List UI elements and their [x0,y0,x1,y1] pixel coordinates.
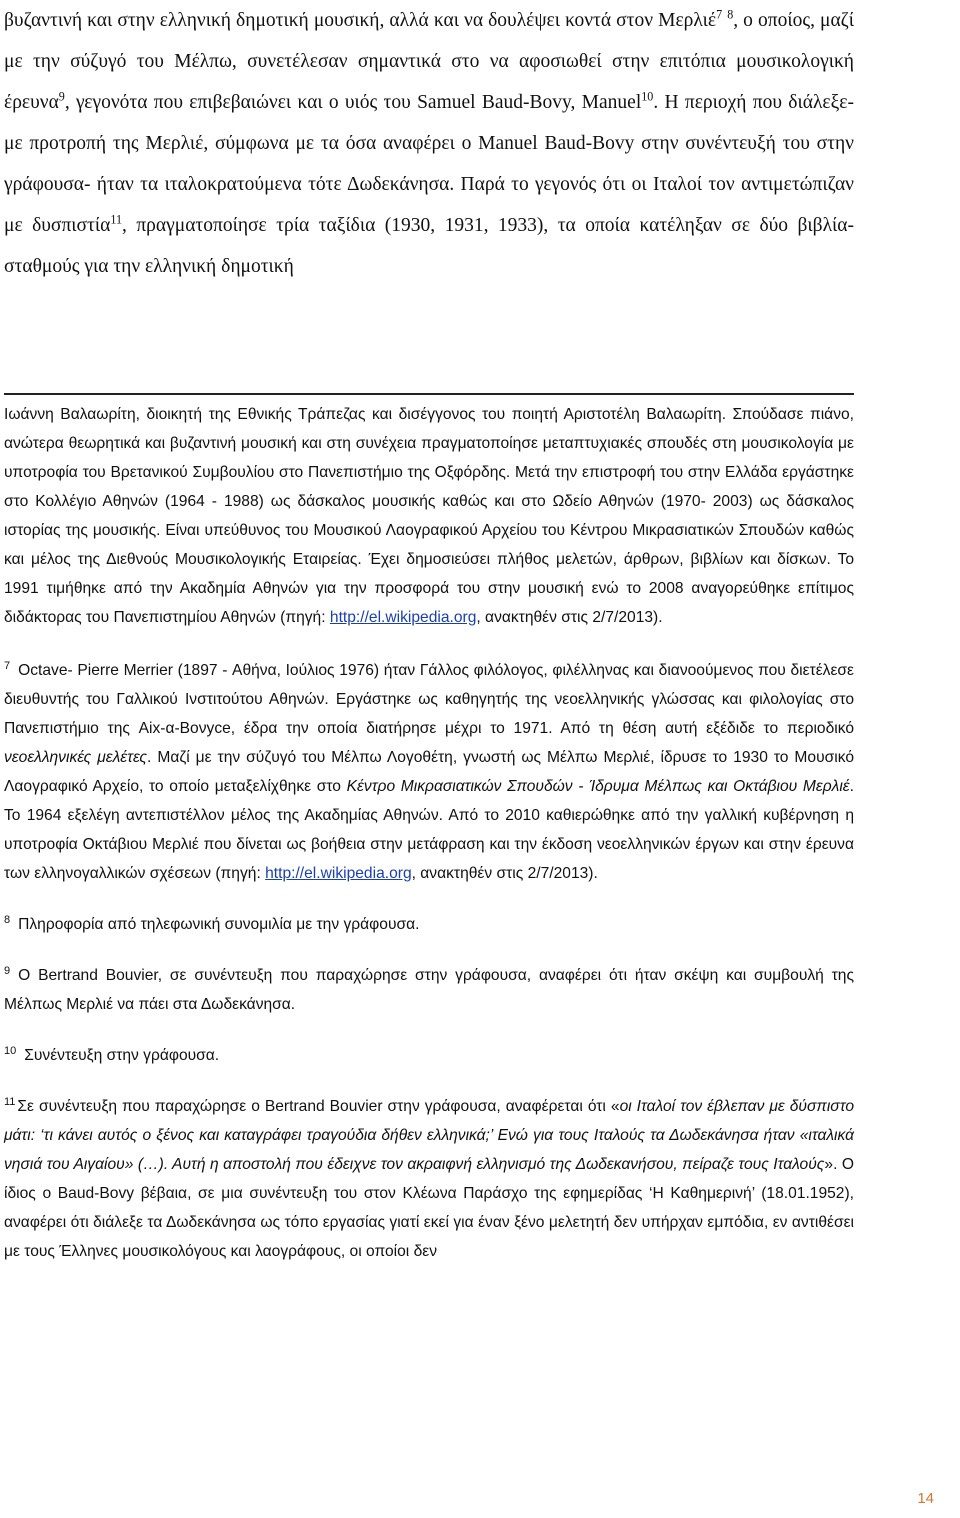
footnote-11 [4,1092,854,1266]
quoted-interview: οι Ιταλοί τον έβλεπαν με δύσπιστο μάτι: ‘τι κάνει αυτός ο ξένος και καταγράφει τραγούδια δήθεν ελληνικά;’ Ενώ για τους Ιταλούς τα Δωδεκάνησα ήταν «ιταλικά νησιά του Αιγαίου» (…). Αυτή η αποστολή που έδειχνε τον ακραιφνή ελληνισμό της Δωδεκανήσου, πείραζε τους Ιταλούς [4,1098,854,1173]
footnote-ref-10[interactable]: 10 [641,89,654,104]
wikipedia-link[interactable]: http://el.wikipedia.org [329,609,477,626]
body-text-run: , ο οποίος, μαζί με την σύζυγό του Μέλπω, συνετέλεσαν σημαντικά στο να αφοσιωθεί στην επιτόπια μουσικολογική έρευνα [4,10,855,113]
footnote-9 [4,961,854,1019]
body-paragraph [4,0,854,287]
footnote-ref-8[interactable]: 8 [727,7,734,22]
page-number: 14 [917,1490,934,1507]
journal-title: νεοελληνικές μελέτες [4,749,148,766]
footnote-8 [4,910,854,939]
footnote-ref-7[interactable]: 7 [716,7,723,22]
footnote-number: 7 [4,659,11,672]
footnote-6-continued [4,400,854,632]
footnote-separator [4,393,854,395]
footnote-number: 9 [4,964,11,977]
wikipedia-link[interactable]: http://el.wikipedia.org [265,865,412,882]
footnote-text: Σε συνέντευξη που παραχώρησε ο Bertrand Bouvier στην γράφουσα, αναφέρεται ότι « [17,1098,620,1115]
footnote-text: Ο Bertrand Bouvier, σε συνέντευξη που παραχώρησε στην γράφουσα, αναφέρει ότι ήταν σκέψη και συμβουλή της Μέλπως Μερλιέ να πάει στα Δωδεκάνησα. [4,967,854,1013]
footnote-number: 8 [4,913,11,926]
footnotes [4,400,854,1288]
body-text-run: . Η περιοχή που διάλεξε- με προτροπή της Μερλιέ, σύμφωνα με τα όσα αναφέρει ο Manuel Baud-Bovy στην συνέντευξή του στην γράφουσα- ήταν τα ιταλοκρατούμενα τότε Δωδεκάνησα. Παρά το γεγονός ότι οι Ιταλοί τον αντιμετώπιζαν με δυσπιστία [4,92,854,236]
footnote-text: Octave- Pierre Merrier (1897 - Αθήνα, Ιούλιος 1976) ήταν Γάλλος φιλόλογος, φιλέλληνας και διανοούμενος που διετέλεσε διευθυντής του Γαλλικού Ινστιτούτου Αθηνών. Εργάστηκε ως καθηγητής της νεοελληνικής γλώσσας και φιλολογίας στο Πανεπιστήμιο της Aix-α-Bονyce, έδρα την οποία διατήρησε μέχρι το 1971. Από τη θέση αυτή εξέδιδε το περιοδικό [4,662,854,737]
footnote-10 [4,1041,854,1070]
body-text [4,0,854,287]
footnote-ref-9[interactable]: 9 [58,89,65,104]
footnote-text: Συνέντευξη στην γράφουσα. [24,1047,220,1064]
body-text-run: βυζαντινή και στην ελληνική δημοτική μουσική, αλλά και να δουλέψει κοντά στον Μερλιέ [4,10,717,31]
footnote-ref-11[interactable]: 11 [110,212,122,227]
body-text-run: , πραγματοποίησε τρία ταξίδια (1930, 1931, 1933), τα οποία κατέληξαν σε δύο βιβλία-σταθμούς για την ελληνική δημοτική [4,215,854,277]
footnote-text: . Το 1964 εξελέγη αντεπιστέλλον μέλος της Ακαδημίας Αθηνών. Από το 2010 καθιερώθηκε από την γαλλική κυβέρνηση η υποτροφία Οκτάβιου Μερλιέ που δίνεται ως βοήθεια στην μετάφραση και την έκδοση νεοελληνικών έργων και στην έρευνα των ελληνογαλλικών σχέσεων (πηγή: [4,778,854,882]
footnote-text: . Μαζί με την σύζυγό του Μέλπω Λογοθέτη, γνωστή ως Μέλπω Μερλιέ, ίδρυσε το 1930 το Μουσικό Λαογραφικό Αρχείο, το οποίο μεταξελίχθηκε στο [4,749,854,795]
footnote-text: , ανακτηθέν στις 2/7/2013). [411,865,598,882]
institution-name: Κέντρο Μικρασιατικών Σπουδών - Ίδρυμα Μέλπως και Οκτάβιου Μερλιέ [346,778,850,795]
footnote-text: , ανακτηθέν στις 2/7/2013). [476,609,663,626]
footnote-number: 11 [4,1095,16,1108]
body-text-run: , γεγονότα που επιβεβαιώνει και ο υιός του Samuel Baud-Bovy, Manuel [64,92,642,113]
footnote-text: Ιωάννη Βαλαωρίτη, διοικητή της Εθνικής Τράπεζας και δισέγγονος του ποιητή Αριστοτέλη Βαλαωρίτη. Σπούδασε πιάνο, ανώτερα θεωρητικά και βυζαντινή μουσική και στη συνέχεια πραγματοποίησε μεταπτυχιακές σπουδές στη μουσικολογία με υποτροφία του Βρετανικού Συμβουλίου στο Πανεπιστήμιο της Οξφόρδης. Μετά την επιστροφή του στην Ελλάδα εργάστηκε στο Κολλέγιο Αθηνών (1964 - 1988) ως δάσκαλος μουσικής καθώς και στο Ωδείο Αθηνών (1970- 2003) ως δάσκαλος ιστορίας της μουσικής. Είναι υπεύθυνος του Μουσικού Λαογραφικού Αρχείου του Κέντρου Μικρασιατικών Σπουδών καθώς και μέλος της Διεθνούς Μουσικολογικής Εταιρείας. Έχει δημοσιεύσει πλήθος μελετών, άρθρων, βιβλίων και δίσκων. Το 1991 τιμήθηκε από την Ακαδημία Αθηνών για την προσφορά του στην μουσική ενώ το 2008 αναγορεύθηκε επίτιμος διδάκτορας του Πανεπιστημίου Αθηνών (πηγή: [4,406,854,626]
footnote-7 [4,656,854,888]
footnote-text: ». Ο ίδιος ο Baud-Bovy βέβαια, σε μια συνέντευξη του στον Κλέωνα Παράσχο της εφημερίδας ‘Η Καθημερινή’ (18.01.1952), αναφέρει ότι διάλεξε τα Δωδεκάνησα ως τόπο εργασίας γιατί εκεί για έναν ξένο μελετητή δεν υπήρχαν εμπόδια, εν αντιθέσει με τους Έλληνες μουσικολόγους και λαογράφους, οι οποίοι δεν [4,1156,854,1260]
footnote-number: 10 [4,1044,17,1057]
footnote-text: Πληροφορία από τηλεφωνική συνομιλία με την γράφουσα. [18,916,420,933]
